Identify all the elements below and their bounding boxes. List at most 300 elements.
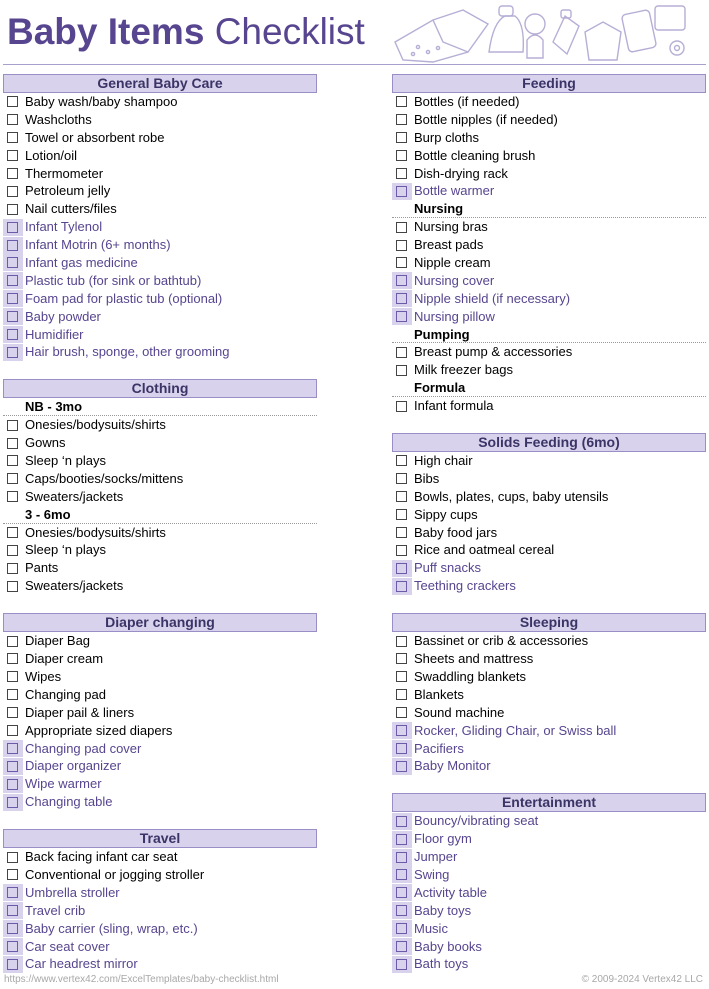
checkbox[interactable] [396,257,407,268]
checklist-item [392,343,706,361]
checkbox-cell [3,849,23,866]
checkbox-cell [3,956,23,973]
checklist-item [392,866,706,884]
checkbox[interactable] [7,420,18,431]
checklist-item [392,686,706,704]
checkbox-cell [392,111,412,128]
item-label: Umbrella stroller [25,884,120,900]
item-label: Car seat cover [25,938,110,954]
section-header: Entertainment [392,793,706,812]
checkbox[interactable] [7,941,18,952]
checklist-item [392,577,706,595]
checkbox-cell [3,938,23,955]
section-solids-feeding-6mo [392,433,706,595]
checkbox-cell [3,417,23,434]
checkbox-cell [392,758,412,775]
item-label: Pants [25,560,59,576]
checklist-item [392,129,706,147]
checkbox[interactable] [7,240,18,251]
checklist-item [3,488,317,506]
checkbox[interactable] [7,168,18,179]
checkbox-cell [392,740,412,757]
item-label: Bassinet or crib & accessories [414,633,589,649]
checklist-item [3,165,317,183]
checkbox[interactable] [7,689,18,700]
checklist-item [392,757,706,775]
checkbox[interactable] [396,527,407,538]
item-label: Breast pads [414,237,484,253]
checklist-item [392,254,706,272]
item-label: Changing pad [25,686,106,702]
checkbox-cell [392,849,412,866]
checkbox[interactable] [396,869,407,880]
item-label: Towel or absorbent robe [25,129,165,145]
subheading: Formula [392,379,706,397]
checkbox[interactable] [396,455,407,466]
checklist-item [392,559,706,577]
checkbox[interactable] [396,923,407,934]
checklist-item [392,650,706,668]
checkbox[interactable] [396,636,407,647]
item-label: Wipes [25,668,62,684]
checklist-item [3,668,317,686]
checkbox-cell [392,902,412,919]
checklist-item [3,434,317,452]
item-label: Sound machine [414,704,505,720]
item-label: Sippy cups [414,506,478,522]
checkbox[interactable] [7,527,18,538]
checkbox[interactable] [7,905,18,916]
footer-url: https://www.vertex42.com/ExcelTemplates/baby-checklist.html [4,974,279,985]
checkbox[interactable] [7,653,18,664]
checklist-item [392,541,706,559]
item-label: Bottle cleaning brush [414,147,536,163]
checkbox-cell [392,308,412,325]
checkbox[interactable] [396,959,407,970]
checklist-item [392,488,706,506]
checkbox[interactable] [7,761,18,772]
checkbox[interactable] [396,816,407,827]
checklist-item [392,182,706,200]
checkbox-cell [3,884,23,901]
checkbox[interactable] [7,959,18,970]
title-rule [3,64,706,65]
checkbox-cell [392,578,412,595]
checklist-item [3,254,317,272]
checkbox[interactable] [396,311,407,322]
checkbox-cell [392,866,412,883]
item-label: Baby toys [414,902,472,918]
checklist-item [3,740,317,758]
checkbox-cell [3,560,23,577]
checkbox-cell [3,183,23,200]
checkbox-cell [392,668,412,685]
checkbox-cell [392,362,412,379]
checkbox-cell [3,524,23,541]
item-label: Dish-drying rack [414,165,508,181]
checklist-item [392,290,706,308]
checkbox-cell [3,435,23,452]
checkbox[interactable] [396,222,407,233]
checklist-item [3,650,317,668]
checkbox-cell [392,272,412,289]
checklist-item [3,920,317,938]
item-label: Swaddling blankets [414,668,527,684]
checklist-item [392,668,706,686]
checklist-item [3,470,317,488]
item-label: Pacifiers [414,740,464,756]
checklist-item [392,308,706,326]
checkbox-cell [3,201,23,218]
checkbox[interactable] [7,293,18,304]
checkbox-cell [392,704,412,721]
checkbox[interactable] [7,186,18,197]
checkbox[interactable] [7,455,18,466]
checklist-item [392,740,706,758]
checklist-item [392,93,706,111]
checklist-item [392,955,706,973]
item-label: Nursing pillow [414,308,495,324]
checkbox-cell [392,813,412,830]
checklist-item [3,955,317,973]
section-header: Feeding [392,74,706,93]
checklist-item [392,920,706,938]
checkbox[interactable] [396,293,407,304]
checkbox-cell [392,633,412,650]
checkbox[interactable] [396,473,407,484]
checkbox-cell [3,758,23,775]
item-label: Breast pump & accessories [414,344,573,360]
item-label: Baby Monitor [414,758,491,774]
checklist-item [3,218,317,236]
checklist-item [392,397,706,415]
section-header: General Baby Care [3,74,317,93]
checkbox[interactable] [7,923,18,934]
checkbox[interactable] [7,779,18,790]
item-label: Sweaters/jackets [25,578,124,594]
checkbox-cell [3,129,23,146]
checklist-item [392,470,706,488]
checklist-item [3,326,317,344]
checkbox[interactable] [396,852,407,863]
section-travel [3,829,317,973]
section-header: Travel [3,829,317,848]
checkbox-cell [392,506,412,523]
item-label: Blankets [414,686,464,702]
checkbox-cell [3,650,23,667]
checklist-item [3,541,317,559]
checkbox-cell [392,488,412,505]
checklist-item [3,757,317,775]
checkbox-cell [392,831,412,848]
item-label: Sweaters/jackets [25,488,124,504]
checkbox[interactable] [7,438,18,449]
checkbox[interactable] [396,707,407,718]
checklist-item [3,524,317,542]
item-label: Teething crackers [414,578,516,594]
item-label: Bottle warmer [414,183,495,199]
checklist-item [3,884,317,902]
checklist-item [392,524,706,542]
checkbox-cell [392,470,412,487]
checklist-item [392,452,706,470]
checkbox[interactable] [396,96,407,107]
checkbox[interactable] [7,150,18,161]
checkbox[interactable] [396,671,407,682]
item-label: Petroleum jelly [25,183,111,199]
checklist-item [392,902,706,920]
checkbox[interactable] [396,581,407,592]
checklist-item [3,129,317,147]
checkbox-cell [392,524,412,541]
item-label: Nipple shield (if necessary) [414,290,571,306]
title-bold: Baby Items [7,11,205,52]
checkbox-cell [3,111,23,128]
checkbox-cell [3,290,23,307]
item-label: Onesies/bodysuits/shirts [25,417,166,433]
subheading: NB - 3mo [3,398,317,416]
checkbox[interactable] [7,473,18,484]
checklist-item [3,686,317,704]
checkbox-cell [392,165,412,182]
checkbox-cell [392,686,412,703]
item-label: Baby books [414,938,482,954]
checkbox[interactable] [7,743,18,754]
item-label: Puff snacks [414,560,481,576]
checkbox[interactable] [7,329,18,340]
checkbox[interactable] [7,563,18,574]
checkbox-cell [392,93,412,110]
checkbox[interactable] [396,240,407,251]
checklist-item [3,632,317,650]
item-label: Infant formula [414,398,494,414]
item-label: Wipe warmer [25,776,102,792]
checklist-item [3,111,317,129]
item-label: Diaper cream [25,651,104,667]
checkbox-cell [392,938,412,955]
checkbox-cell [3,452,23,469]
item-label: Appropriate sized diapers [25,722,173,738]
item-label: Washcloths [25,111,92,127]
checkbox[interactable] [7,581,18,592]
checkbox-cell [392,237,412,254]
checkbox-cell [3,147,23,164]
checkbox-cell [3,740,23,757]
checkbox-cell [3,902,23,919]
item-label: Diaper Bag [25,633,91,649]
checkbox-cell [3,254,23,271]
checkbox[interactable] [7,222,18,233]
checkbox[interactable] [396,114,407,125]
checklist-item [392,361,706,379]
item-label: Hair brush, sponge, other grooming [25,344,230,360]
checklist-item [3,938,317,956]
checklist-item [392,632,706,650]
checkbox-cell [3,542,23,559]
checkbox[interactable] [396,509,407,520]
checkbox[interactable] [396,563,407,574]
checkbox[interactable] [396,761,407,772]
item-label: Travel crib [25,902,86,918]
checkbox[interactable] [7,869,18,880]
checklist-item [392,848,706,866]
item-label: Burp cloths [414,129,480,145]
item-label: Bibs [414,470,440,486]
item-label: Floor gym [414,831,472,847]
checkbox-cell [3,470,23,487]
section-header: Solids Feeding (6mo) [392,433,706,452]
checkbox[interactable] [396,689,407,700]
checkbox[interactable] [396,275,407,286]
item-label: Diaper pail & liners [25,704,135,720]
checkbox[interactable] [7,671,18,682]
item-label: Bottle nipples (if needed) [414,111,558,127]
item-label: Gowns [25,435,66,451]
item-label: Infant Tylenol [25,219,103,235]
checkbox[interactable] [396,887,407,898]
item-label: Bottles (if needed) [414,94,520,109]
item-label: Jumper [414,849,458,865]
checkbox[interactable] [7,636,18,647]
checklist-item [392,704,706,722]
item-label: Sheets and mattress [414,651,534,667]
item-label: Lotion/oil [25,147,78,163]
item-label: Back facing infant car seat [25,849,178,865]
checkbox-cell [3,920,23,937]
checkbox-cell [3,686,23,703]
section-feeding [392,74,706,415]
checkbox[interactable] [396,150,407,161]
item-label: Infant gas medicine [25,255,138,271]
checkbox-cell [392,560,412,577]
item-label: Baby food jars [414,524,498,540]
item-label: Plastic tub (for sink or bathtub) [25,272,202,288]
item-label: Nursing bras [414,219,488,235]
checklist-item [3,200,317,218]
checkbox-cell [392,219,412,236]
item-label: Thermometer [25,165,104,181]
checkbox-cell [392,147,412,164]
item-label: Changing table [25,794,113,810]
checkbox[interactable] [7,852,18,863]
checkbox[interactable] [396,168,407,179]
checkbox[interactable] [7,797,18,808]
checkbox[interactable] [7,545,18,556]
checkbox[interactable] [7,275,18,286]
checkbox-cell [3,776,23,793]
checklist-item [3,147,317,165]
checklist-item [392,218,706,236]
checkbox[interactable] [7,491,18,502]
checklist-item [3,775,317,793]
checklist-item [3,182,317,200]
subheading: 3 - 6mo [3,506,317,524]
checkbox-cell [392,722,412,739]
checkbox[interactable] [396,834,407,845]
item-label: Baby wash/baby shampoo [25,94,178,109]
checkbox[interactable] [7,311,18,322]
item-label: Humidifier [25,326,84,342]
checkbox[interactable] [7,887,18,898]
checkbox-cell [3,704,23,721]
checkbox[interactable] [7,347,18,358]
checklist-item [392,812,706,830]
footer-copyright: © 2009-2024 Vertex42 LLC [581,974,703,985]
checkbox-cell [392,129,412,146]
item-label: Nail cutters/files [25,201,117,217]
item-label: Rice and oatmeal cereal [414,542,555,558]
checklist-item [3,902,317,920]
checklist-item [3,290,317,308]
item-label: Baby powder [25,308,101,324]
checkbox[interactable] [7,257,18,268]
checkbox[interactable] [7,96,18,107]
checklist-item [392,830,706,848]
item-label: Changing pad cover [25,740,142,756]
checkbox-cell [392,254,412,271]
checkbox-cell [392,290,412,307]
checkbox[interactable] [396,401,407,412]
right-column [392,74,706,973]
item-label: Foam pad for plastic tub (optional) [25,290,223,306]
checklist-item [3,577,317,595]
checkbox[interactable] [396,941,407,952]
checkbox-cell [392,344,412,361]
item-label: Infant Motrin (6+ months) [25,237,171,253]
checklist-item [3,793,317,811]
checkbox[interactable] [396,725,407,736]
checkbox[interactable] [7,707,18,718]
item-label: Car headrest mirror [25,956,138,972]
checkbox-cell [3,165,23,182]
section-header: Clothing [3,379,317,398]
checkbox-cell [392,650,412,667]
item-label: Sleep ‘n plays [25,542,106,558]
item-label: High chair [414,453,473,469]
item-label: Swing [414,866,450,882]
checkbox[interactable] [7,204,18,215]
checkbox[interactable] [7,132,18,143]
checkbox[interactable] [396,905,407,916]
checkbox-cell [3,668,23,685]
checklist-item [392,165,706,183]
checkbox-cell [392,542,412,559]
checklist-item [392,884,706,902]
checkbox[interactable] [396,347,407,358]
checkbox-cell [3,633,23,650]
item-label: Activity table [414,884,487,900]
checkbox[interactable] [396,186,407,197]
checkbox-cell [3,93,23,110]
checkbox[interactable] [396,132,407,143]
checklist-item [3,452,317,470]
item-label: Nipple cream [414,255,491,271]
checkbox-cell [3,237,23,254]
checkbox[interactable] [396,743,407,754]
checkbox[interactable] [396,653,407,664]
left-column [3,74,317,973]
checkbox[interactable] [396,365,407,376]
baby-items-illustration [393,2,693,64]
checkbox-cell [3,578,23,595]
checkbox[interactable] [7,725,18,736]
checklist-item [392,236,706,254]
item-label: Bath toys [414,956,469,972]
checkbox[interactable] [396,491,407,502]
checkbox[interactable] [7,114,18,125]
item-label: Conventional or jogging stroller [25,866,205,882]
checkbox[interactable] [396,545,407,556]
